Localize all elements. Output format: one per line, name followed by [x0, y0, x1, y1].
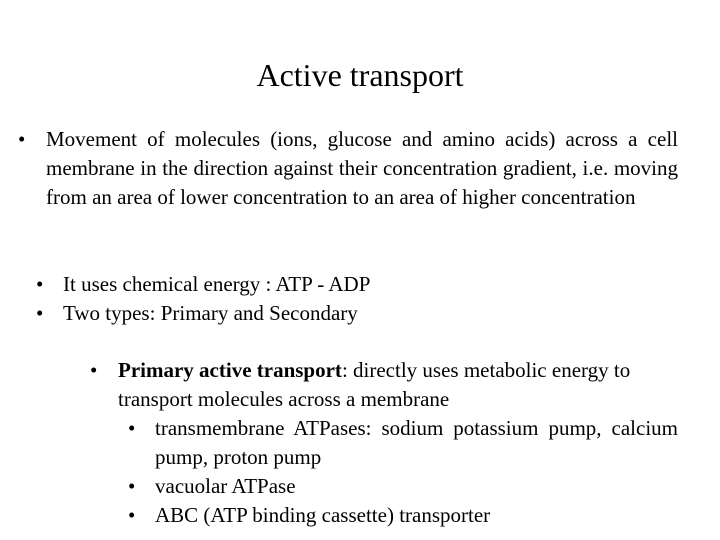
primary-block	[90, 356, 678, 530]
bullet-icon: •	[36, 301, 44, 325]
bullet-icon: •	[36, 272, 44, 296]
sub-point-text: It uses chemical energy : ATP - ADP	[63, 272, 371, 296]
main-point-text: Movement of molecules (ions, glucose and amino acids) across a cell membrane in the direction against their concentration gradient, i.e. moving from an area of lower concentration to an area of higher concentration	[46, 127, 678, 209]
list-item	[128, 414, 678, 472]
primary-term: Primary active transport	[118, 358, 342, 382]
bullet-icon: •	[128, 474, 136, 498]
example-text: transmembrane ATPases: sodium potassium pump, calcium pump, proton pump	[155, 416, 678, 469]
list-item	[128, 472, 678, 501]
sub-point-text: Two types: Primary and Secondary	[63, 301, 358, 325]
bullet-icon: •	[90, 358, 98, 382]
primary-definition: : directly uses metabolic energy to transport molecules across a membrane	[118, 358, 631, 411]
list-item	[18, 125, 678, 212]
example-text: vacuolar ATPase	[155, 474, 296, 498]
bullet-icon: •	[128, 503, 136, 527]
example-text: ABC (ATP binding cassette) transporter	[155, 503, 491, 527]
primary-text	[118, 356, 678, 414]
list-item	[90, 356, 678, 414]
list-item	[36, 299, 676, 328]
bullet-icon: •	[128, 416, 136, 440]
slide-title: Active transport	[256, 57, 464, 93]
bullet-icon: •	[18, 127, 26, 151]
list-item	[128, 501, 678, 530]
list-item	[36, 270, 676, 299]
main-point-block	[18, 125, 678, 212]
sub-points-block	[36, 270, 676, 328]
examples-list	[128, 414, 678, 530]
